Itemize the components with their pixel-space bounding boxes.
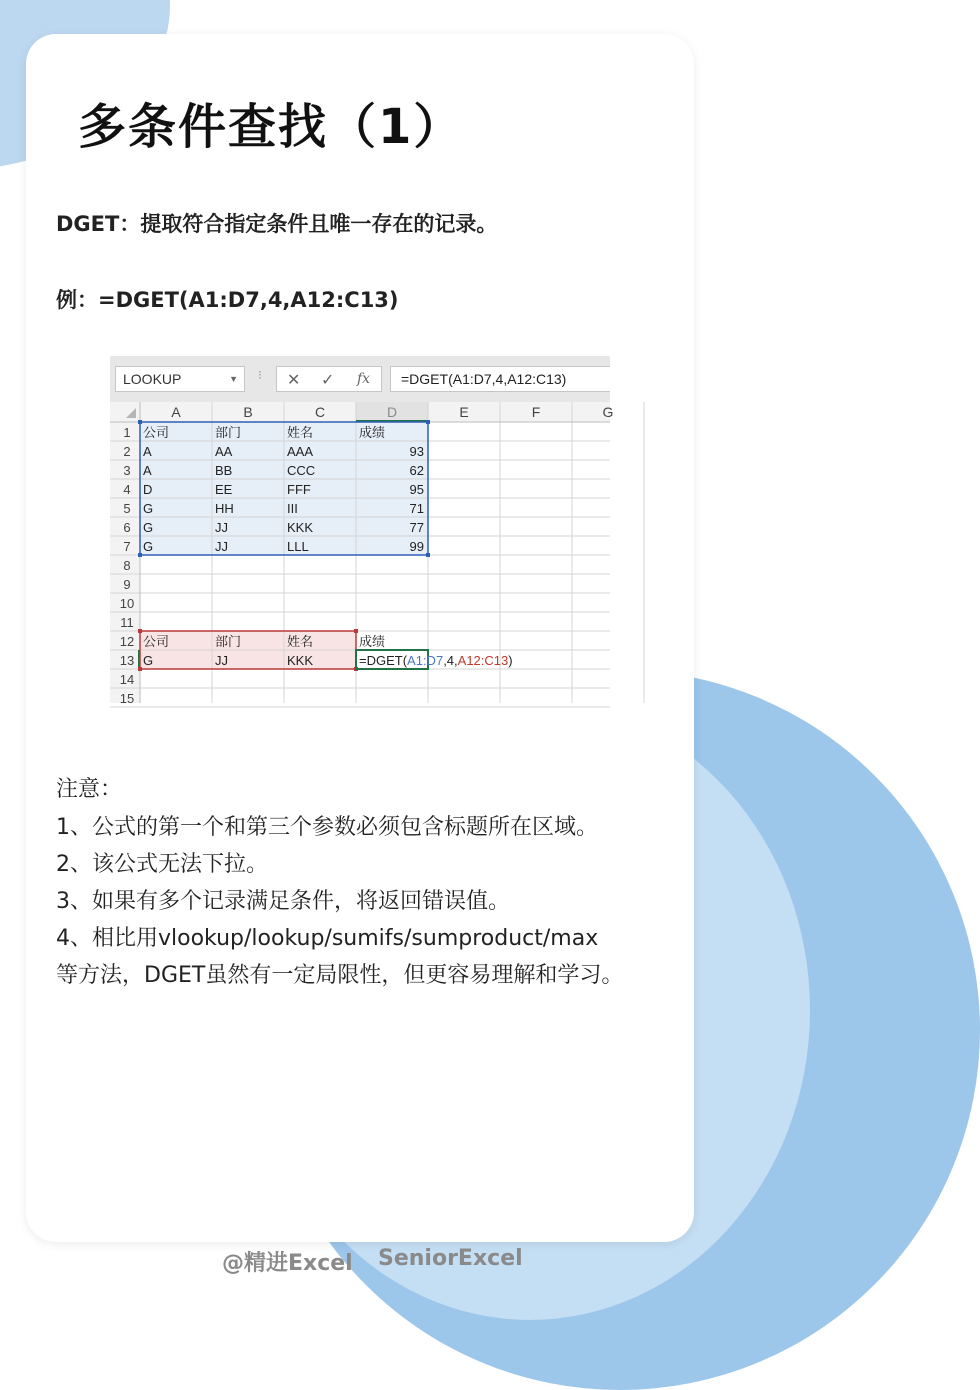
name-box-value: LOOKUP (123, 371, 182, 387)
table-cell[interactable]: G (143, 653, 154, 668)
range-handle[interactable] (426, 420, 430, 424)
table-cell[interactable]: 成绩 (359, 634, 386, 649)
formula-bar (110, 356, 610, 402)
table-cell[interactable]: BB (215, 463, 233, 478)
range-handle[interactable] (138, 629, 142, 633)
cell-formula[interactable] (359, 653, 513, 668)
table-cell[interactable]: 部门 (215, 634, 242, 649)
range-handle[interactable] (426, 553, 430, 557)
note-item: 3、如果有多个记录满足条件，将返回错误值。 (56, 889, 510, 914)
table-cell[interactable]: CCC (287, 463, 316, 478)
fx-icon[interactable]: fx (357, 371, 371, 387)
table-cell[interactable]: KKK (287, 520, 314, 535)
range-handle[interactable] (354, 629, 358, 633)
row-header[interactable]: 8 (123, 558, 131, 573)
formula-part: ,4, (443, 653, 458, 668)
dropdown-arrow-icon[interactable]: ▼ (229, 374, 238, 384)
row-header[interactable]: 2 (123, 444, 131, 459)
drag-handle-icon[interactable]: ⁝ (258, 368, 262, 382)
table-cell[interactable]: KKK (287, 653, 314, 668)
close-icon[interactable]: ✕ (287, 372, 301, 389)
table-cell[interactable]: 99 (409, 539, 424, 554)
note-item: 2、该公式无法下拉。 (56, 852, 268, 877)
table-cell[interactable]: A (143, 444, 152, 459)
table-cell[interactable]: D (143, 482, 153, 497)
table-cell[interactable]: III (287, 501, 298, 516)
table-cell[interactable]: HH (215, 501, 234, 516)
table-cell[interactable]: EE (215, 482, 233, 497)
column-header[interactable]: C (314, 404, 326, 420)
table-cell[interactable]: 成绩 (359, 425, 386, 440)
table-cell[interactable]: AA (215, 444, 233, 459)
table-cell[interactable]: JJ (215, 653, 228, 668)
table-cell[interactable]: 公司 (143, 425, 170, 440)
note-item: 1、公式的第一个和第三个参数必须包含标题所在区域。 (56, 815, 598, 840)
formula-part: A12:C13 (457, 653, 509, 668)
table-cell[interactable]: G (143, 520, 154, 535)
table-cell[interactable]: 77 (409, 520, 424, 535)
table-cell[interactable]: 93 (409, 444, 424, 459)
note-item: 4、相比用vlookup/lookup/sumifs/sumproduct/max (56, 926, 599, 951)
formula-part: ) (508, 653, 513, 668)
example-text: 例：=DGET(A1:D7,4,A12:C13) (56, 288, 399, 312)
table-cell[interactable]: G (143, 539, 154, 554)
formula-buttons (276, 366, 382, 392)
formula-input[interactable]: =DGET(A1:D7,4,A12:C13) (390, 366, 610, 392)
row-header[interactable]: 13 (119, 653, 135, 668)
name-box[interactable] (115, 366, 245, 392)
table-cell[interactable]: JJ (215, 520, 228, 535)
notes-heading: 注意： (56, 777, 123, 802)
table-cell[interactable]: AAA (287, 444, 314, 459)
intro-text: DGET：提取符合指定条件且唯一存在的记录。 (56, 212, 498, 236)
range-handle[interactable] (138, 667, 142, 671)
table-cell[interactable]: 95 (409, 482, 424, 497)
note-item: 等方法，DGET虽然有一定局限性，但更容易理解和学习。 (56, 963, 624, 988)
row-header[interactable]: 11 (120, 615, 134, 630)
row-header[interactable]: 1 (123, 425, 131, 440)
formula-part: =DGET( (359, 653, 408, 668)
row-header[interactable]: 14 (119, 672, 135, 687)
row-header[interactable]: 10 (119, 596, 135, 611)
table-cell[interactable]: 71 (409, 501, 424, 516)
table-cell[interactable]: 公司 (143, 634, 170, 649)
column-header[interactable]: G (602, 404, 614, 420)
page-title: 多条件查找（1） (78, 99, 464, 155)
selected-column-header (356, 402, 428, 422)
footer-brand: SeniorExcel (378, 1246, 523, 1271)
table-cell[interactable]: A (143, 463, 152, 478)
column-header[interactable]: F (531, 404, 541, 420)
column-header[interactable]: A (171, 404, 181, 420)
excel-screenshot (110, 356, 614, 706)
row-header[interactable]: 6 (123, 520, 131, 535)
table-cell[interactable]: 62 (409, 463, 424, 478)
check-icon[interactable]: ✓ (321, 372, 335, 389)
row-header[interactable]: 15 (119, 691, 135, 706)
row-header[interactable]: 7 (123, 539, 131, 554)
row-header[interactable]: 12 (119, 634, 135, 649)
row-header[interactable]: 4 (123, 482, 131, 497)
column-header[interactable]: B (243, 404, 253, 420)
row-header[interactable]: 5 (123, 501, 131, 516)
column-header[interactable]: E (459, 404, 469, 420)
table-cell[interactable]: LLL (287, 539, 309, 554)
range-handle[interactable] (138, 420, 142, 424)
range-handle[interactable] (138, 553, 142, 557)
row-header[interactable]: 9 (123, 577, 131, 592)
table-cell[interactable]: 部门 (215, 425, 242, 440)
table-cell[interactable]: 姓名 (287, 425, 314, 440)
table-cell[interactable]: FFF (287, 482, 311, 497)
spreadsheet-grid (110, 402, 614, 706)
row-header[interactable]: 3 (123, 463, 131, 478)
table-cell[interactable]: JJ (215, 539, 228, 554)
formula-part: A1:D7 (407, 653, 444, 668)
table-cell[interactable]: 姓名 (287, 634, 314, 649)
table-cell[interactable]: G (143, 501, 154, 516)
footer-author: @精进Excel (222, 1251, 353, 1276)
